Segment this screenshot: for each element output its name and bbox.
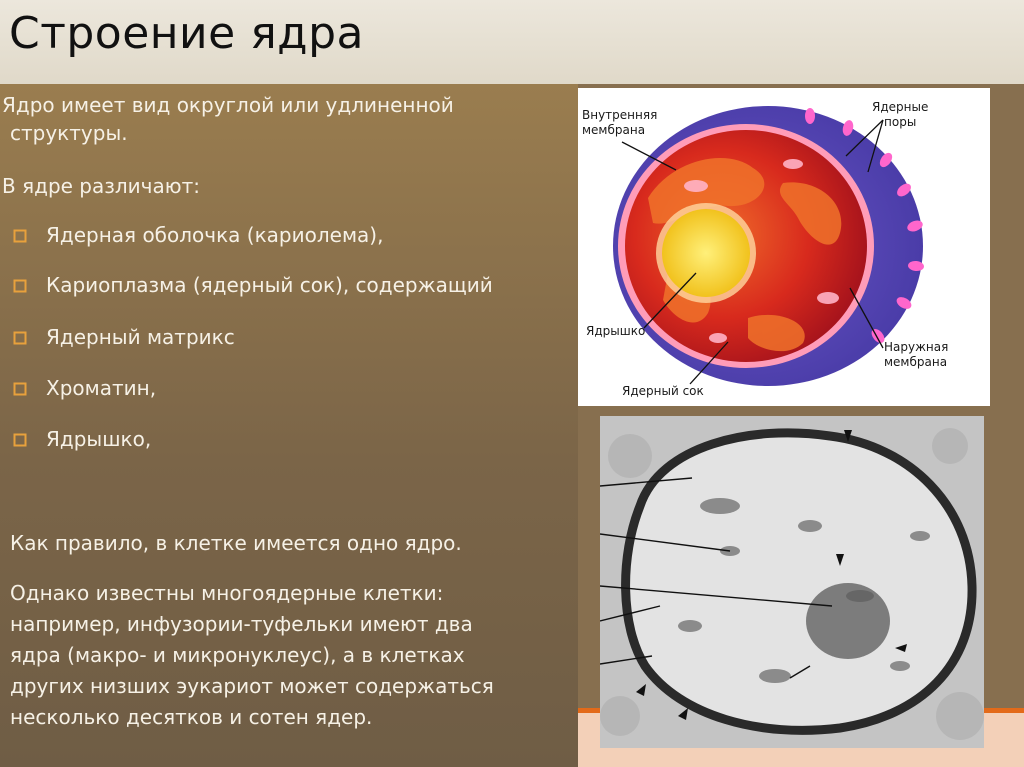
paragraph-line: ядра (макро- и микронуклеус), а в клетках: [10, 643, 465, 667]
nucleolus-dark: [806, 583, 890, 659]
nucleus-diagram: [578, 88, 990, 406]
label-inner-membrane: Внутренняя мембрана: [582, 108, 658, 137]
rule-text: Как правило, в клетке имеется одно ядро.: [10, 531, 462, 555]
electron-micrograph: [600, 416, 984, 748]
bullet-square-icon: [13, 426, 38, 453]
paragraph-line: Однако известны многоядерные клетки:: [10, 581, 444, 605]
header-bar: [0, 0, 1024, 85]
bullet-square-icon: [13, 272, 38, 299]
label-nucleolus: Ядрышко: [586, 324, 646, 338]
paragraph-line: других низших эукариот может содержаться: [10, 674, 494, 698]
distinguish-heading: В ядре различают:: [2, 174, 200, 198]
bullet-item: Кариоплазма (ядерный сок), содержащий: [46, 273, 493, 297]
paragraph-line: например, инфузории-туфельки имеют два: [10, 612, 473, 636]
bullet-square-icon: [13, 324, 38, 351]
label-outer-membrane: Наружная мембрана: [884, 340, 949, 369]
bullet-square-icon: [13, 222, 38, 249]
intro-text-line-2: структуры.: [10, 121, 128, 145]
label-nuclear-sap: Ядерный сок: [622, 384, 704, 398]
paragraph-line: несколько десятков и сотен ядер.: [10, 705, 373, 729]
bullet-item: Хроматин,: [46, 376, 157, 400]
bullet-item: Ядрышко,: [46, 427, 152, 451]
slide-title: Строение ядра: [9, 8, 364, 59]
bullet-item: Ядерная оболочка (кариолема),: [46, 223, 384, 247]
nucleolus-shape: [662, 209, 750, 297]
bullet-item: Ядерный матрикс: [46, 325, 235, 349]
intro-text-line-1: Ядро имеет вид округлой или удлиненной: [2, 93, 454, 117]
nucleus-outline: [626, 433, 972, 731]
bullet-square-icon: [13, 375, 38, 402]
label-nuclear-pores: Ядерные поры: [872, 100, 929, 129]
micrograph-image: [600, 416, 984, 748]
